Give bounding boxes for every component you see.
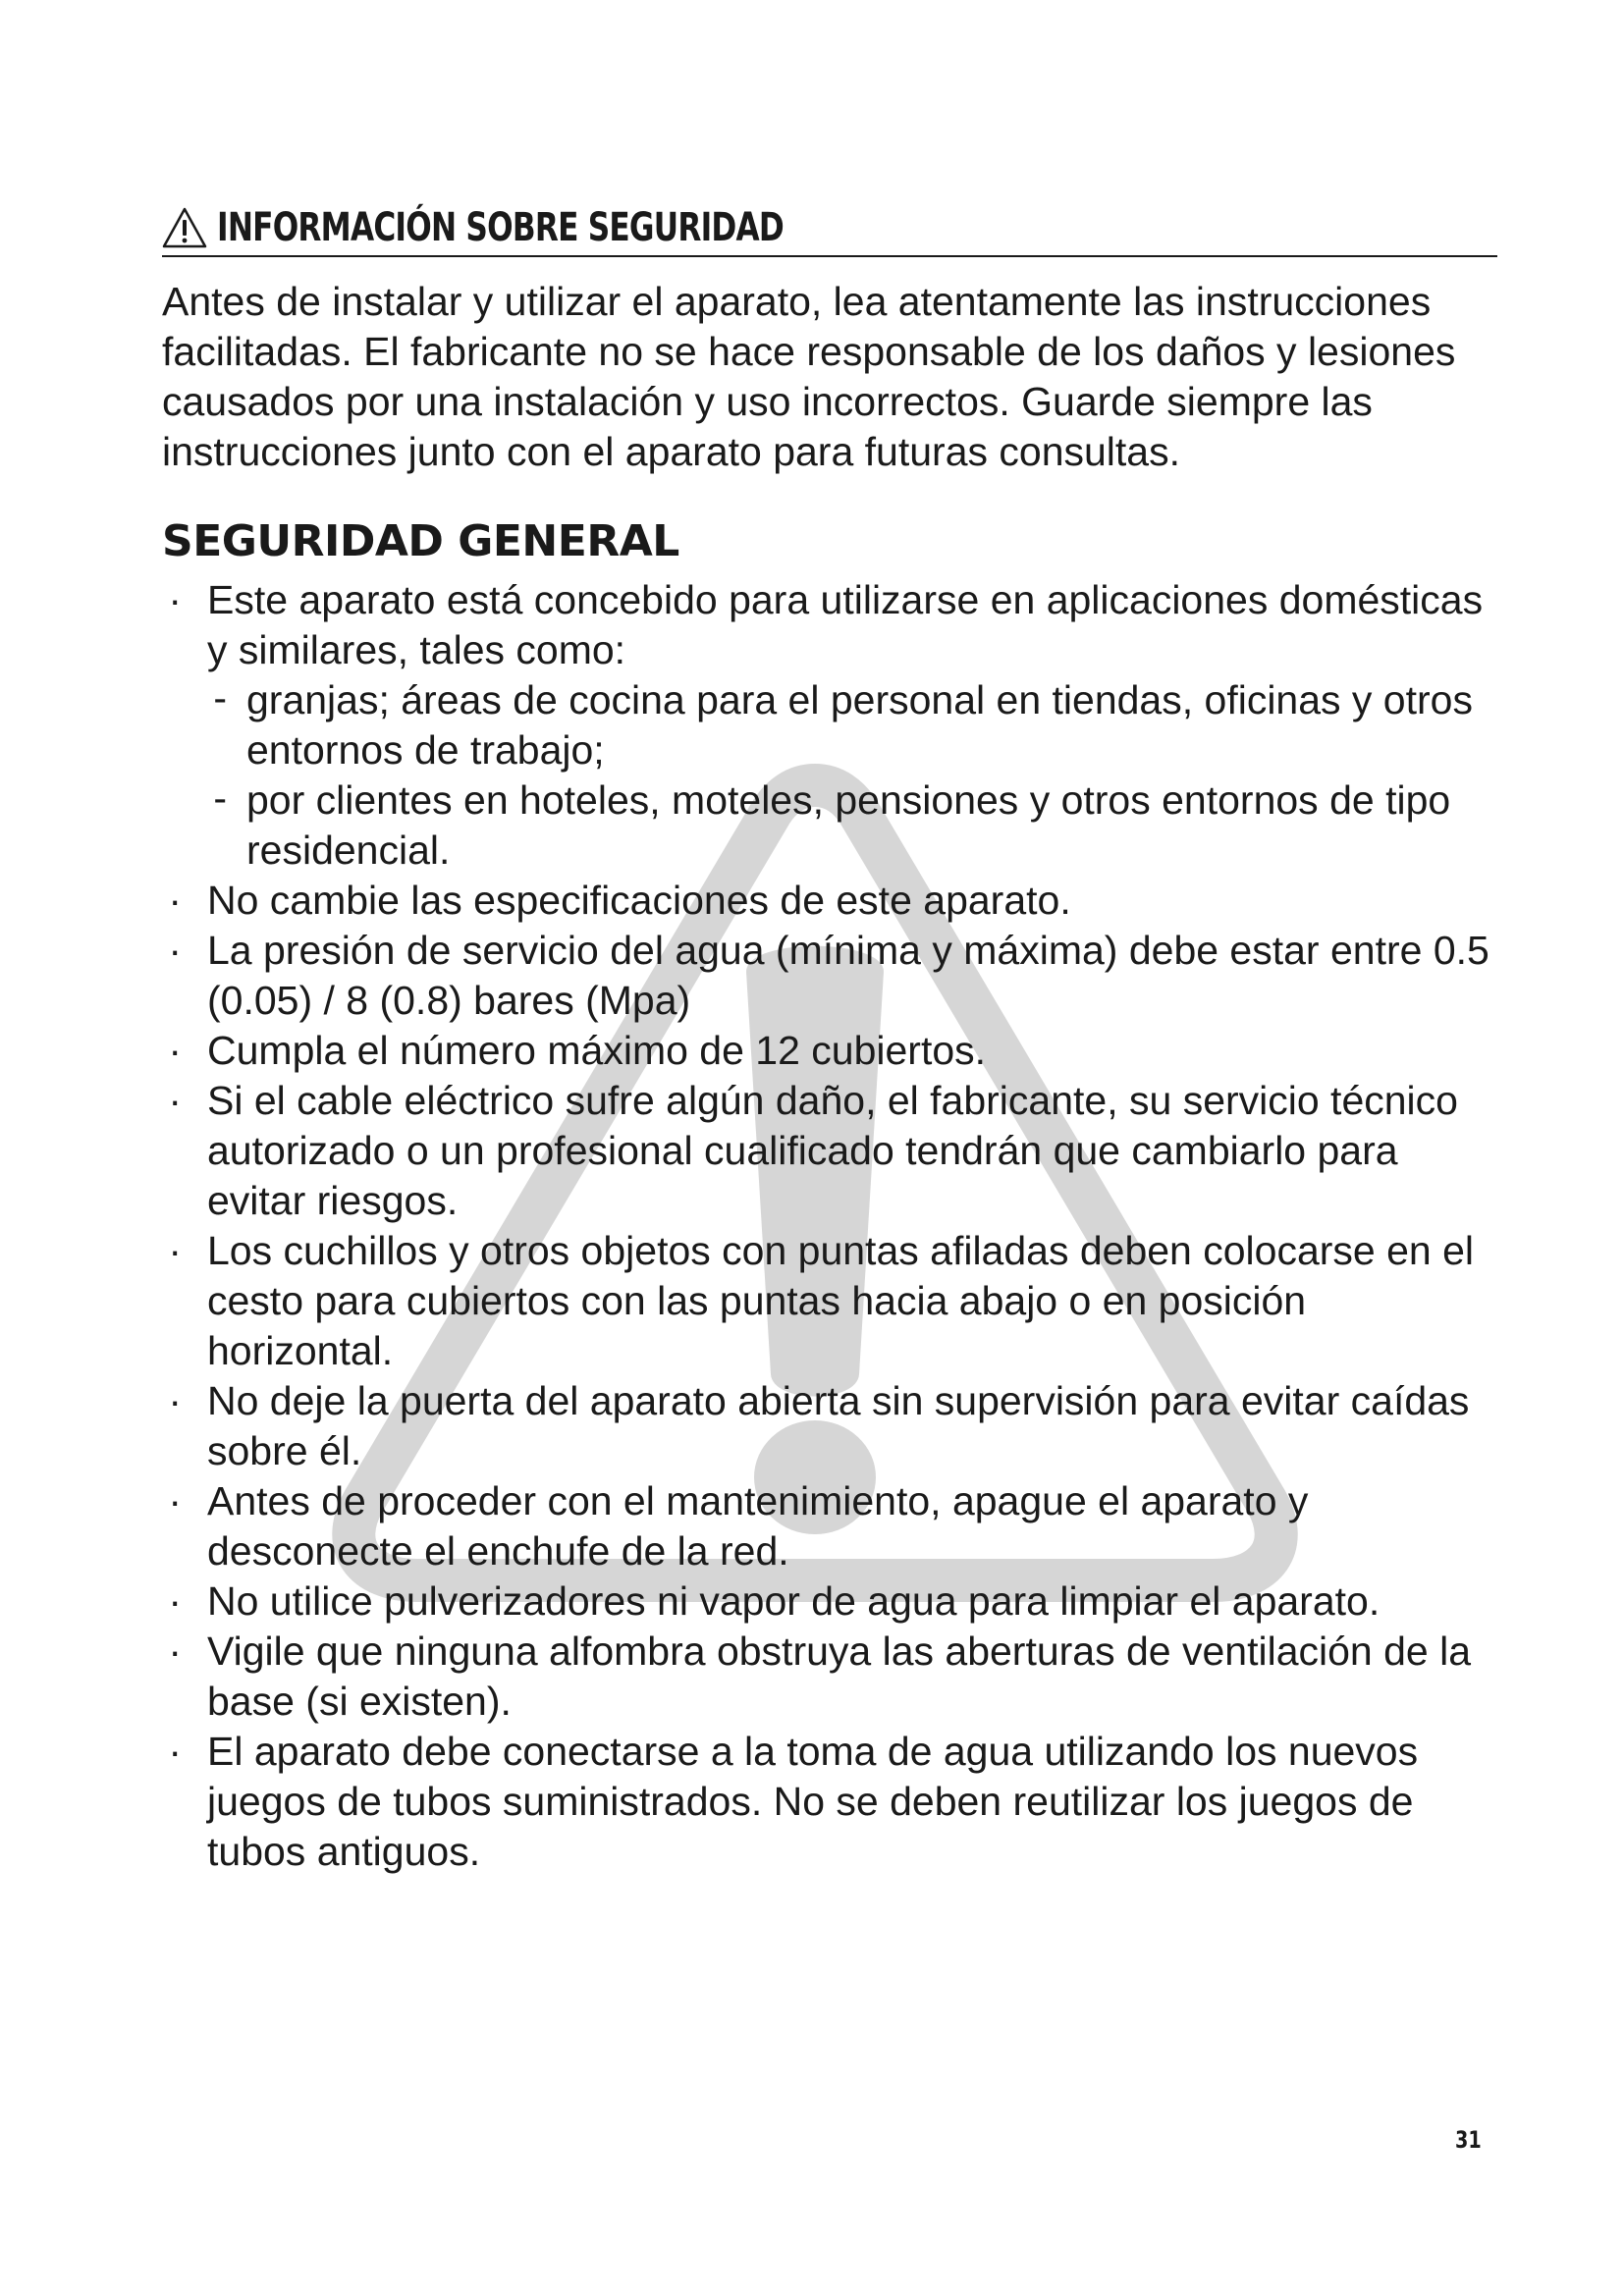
warning-triangle-icon bbox=[162, 206, 207, 249]
bullet-marker: · bbox=[168, 1228, 182, 1273]
list-item bbox=[162, 876, 1497, 926]
list-item bbox=[162, 1476, 1497, 1576]
list-item-text: Cumpla el número máximo de 12 cubiertos. bbox=[207, 1028, 987, 1073]
list-item bbox=[162, 1076, 1497, 1226]
list-item bbox=[162, 926, 1497, 1026]
list-item bbox=[162, 575, 1497, 876]
list-item-text: No utilice pulverizadores ni vapor de agua para limpiar el aparato. bbox=[207, 1578, 1380, 1624]
list-item-text: Los cuchillos y otros objetos con puntas afiladas deben colocarse en el cesto para cubiertos con las puntas hacia abajo o en posición horizontal. bbox=[207, 1228, 1475, 1373]
list-item bbox=[162, 1627, 1497, 1727]
page-content bbox=[162, 192, 1497, 1877]
bullet-marker: · bbox=[168, 878, 182, 923]
sub-list-item-text: granjas; áreas de cocina para el personal en tiendas, oficinas y otros entornos de trabajo; bbox=[246, 677, 1473, 773]
list-item-text: El aparato debe conectarse a la toma de agua utilizando los nuevos juegos de tubos suministrados. No se deben reutilizar los juegos de tubos antiguos. bbox=[207, 1729, 1419, 1874]
section-header bbox=[162, 192, 1497, 257]
general-safety-heading: SEGURIDAD GENERAL bbox=[162, 516, 679, 566]
sub-list-item bbox=[207, 775, 1497, 876]
safety-list bbox=[162, 575, 1497, 1877]
list-item bbox=[162, 1026, 1497, 1076]
page-title: INFORMACIÓN SOBRE SEGURIDAD bbox=[217, 205, 785, 250]
bullet-marker: · bbox=[168, 928, 182, 973]
bullet-marker: · bbox=[168, 1078, 182, 1123]
bullet-marker: · bbox=[168, 1478, 182, 1523]
list-item bbox=[162, 1226, 1497, 1376]
sub-list bbox=[207, 675, 1497, 876]
dash-marker: - bbox=[213, 675, 227, 721]
bullet-marker: · bbox=[168, 1378, 182, 1423]
dash-marker: - bbox=[213, 775, 227, 821]
list-item bbox=[162, 1376, 1497, 1476]
list-item-text: No deje la puerta del aparato abierta sin supervisión para evitar caídas sobre él. bbox=[207, 1378, 1470, 1473]
bullet-marker: · bbox=[168, 1578, 182, 1624]
bullet-marker: · bbox=[168, 1729, 182, 1774]
sub-list-item-text: por clientes en hoteles, moteles, pensiones y otros entornos de tipo residencial. bbox=[246, 777, 1451, 873]
list-item-text: Antes de proceder con el mantenimiento, apague el aparato y desconecte el enchufe de la red. bbox=[207, 1478, 1309, 1574]
page-number: 31 bbox=[1455, 2126, 1482, 2154]
list-item bbox=[162, 1576, 1497, 1627]
bullet-marker: · bbox=[168, 1028, 182, 1073]
list-item-text: Vigile que ninguna alfombra obstruya las aberturas de ventilación de la base (si existen). bbox=[207, 1629, 1472, 1724]
list-item-text: No cambie las especificaciones de este aparato. bbox=[207, 878, 1071, 923]
list-item-text: Si el cable eléctrico sufre algún daño, el fabricante, su servicio técnico autorizado o un profesional cualificado tendrán que cambiarlo para evitar riesgos. bbox=[207, 1078, 1458, 1223]
intro-paragraph: Antes de instalar y utilizar el aparato, lea atentamente las instrucciones facilitadas. El fabricante no se hace responsable de los daños y lesiones causados por una instalación y uso incorrectos. Guarde siempre las instrucciones junto con el aparato para futuras consultas. bbox=[162, 279, 1456, 474]
list-item-text: Este aparato está concebido para utilizarse en aplicaciones domésticas y similares, tales como: bbox=[207, 577, 1484, 672]
list-item bbox=[162, 1727, 1497, 1877]
sub-list-item bbox=[207, 675, 1497, 775]
bullet-marker: · bbox=[168, 1629, 182, 1674]
bullet-marker: · bbox=[168, 577, 182, 622]
list-item-text: La presión de servicio del agua (mínima y máxima) debe estar entre 0.5 (0.05) / 8 (0.8) bares (Mpa) bbox=[207, 928, 1489, 1023]
